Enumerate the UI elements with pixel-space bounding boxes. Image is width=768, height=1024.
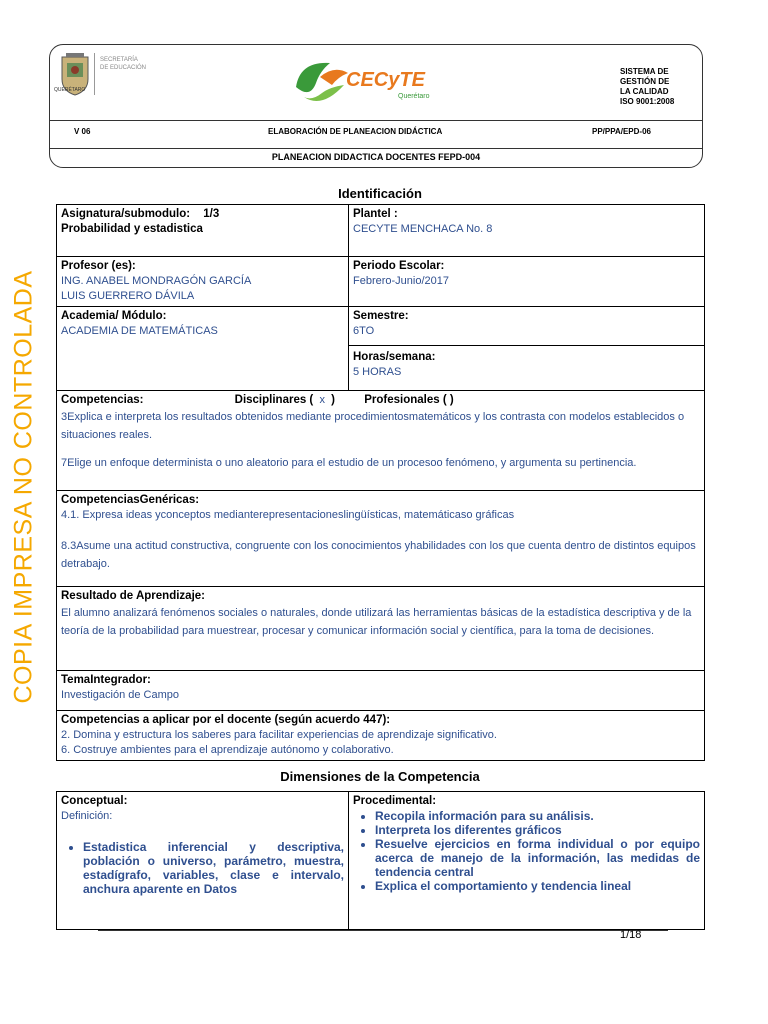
- footer-line: [98, 930, 668, 931]
- profesor-cell: [57, 257, 349, 307]
- watermark-text: COPIA IMPRESA NO CONTROLADA: [9, 270, 38, 704]
- resultado-cell: [57, 587, 705, 671]
- asignatura-label: Asignatura/submodulo:: [61, 208, 191, 220]
- academia-label: Academia/ Módulo:: [61, 310, 167, 322]
- docente-cell: [57, 711, 705, 761]
- academia-value: ACADEMIA DE MATEMÁTICAS: [61, 325, 218, 337]
- genericas-cell: [57, 491, 705, 587]
- generica-4-1: 4.1. Expresa ideas yconceptos medianterepresentacioneslingüísticas, matemáticaso gráficas: [61, 509, 515, 521]
- educacion-label: DE EDUCACIÓN: [100, 65, 147, 71]
- docente-label: Competencias a aplicar por el docente (según acuerdo 447):: [61, 714, 391, 726]
- competencia-7: 7Elige un enfoque determinista o uno aleatorio para el estudio de un procesoo fenómeno, y argumenta su pertinencia.: [61, 457, 637, 469]
- periodo-label: Periodo Escolar:: [353, 260, 445, 272]
- genericas-label: CompetenciasGenéricas:: [61, 494, 200, 506]
- cecyte-logo: [290, 57, 440, 109]
- conceptual-label: Conceptual:: [61, 795, 128, 807]
- academia-cell: [57, 307, 349, 391]
- system-label-1: SISTEMA DE: [620, 67, 669, 76]
- disciplinares-close: ): [331, 394, 336, 406]
- definicion-label: Definición:: [61, 810, 113, 822]
- state-name: QUERÉTARO: [54, 87, 86, 93]
- competencias-label: Competencias:: [61, 394, 144, 406]
- tema-label: TemaIntegrador:: [61, 674, 151, 686]
- semestre-cell: [349, 307, 705, 391]
- plantel-value: CECYTE MENCHACA No. 8: [353, 223, 493, 235]
- conceptual-item: • Estadistica inferencial y descriptiva, población o universo, parámetro, muestra, estadígrafo, variables, clase e intervalo, anchura aparente en Datos: [83, 840, 344, 896]
- version-label: V 06: [74, 127, 91, 136]
- profesor-2: LUIS GUERRERO DÁVILA: [61, 290, 195, 302]
- competencias-cell: [57, 391, 705, 491]
- horas-value: 5 HORAS: [353, 366, 402, 378]
- tema-cell: [57, 671, 705, 711]
- docente-6: 6. Costruye ambientes para el aprendizaje autónomo y colaborativo.: [61, 744, 394, 756]
- system-label-3: LA CALIDAD: [620, 87, 669, 96]
- header-divider-1: [50, 120, 702, 121]
- periodo-value: Febrero-Junio/2017: [353, 275, 450, 287]
- profesionales-label: Profesionales ( ): [364, 394, 454, 406]
- cecyte-leaf-icon: [290, 57, 350, 109]
- profesor-label: Profesor (es):: [61, 260, 136, 272]
- competencia-3: 3Explica e interpreta los resultados obtenidos mediante procedimientosmatemáticos y los contrasta con modelos establecidos o situaciones reales.: [61, 411, 685, 441]
- dimensiones-title: Dimensiones de la Competencia: [280, 769, 480, 784]
- cecyte-wordmark: CECyTE: [346, 69, 425, 91]
- proc-item: • Interpreta los diferentes gráficos: [375, 823, 700, 837]
- secretaria-label: SECRETARÍA: [100, 57, 138, 63]
- resultado-label: Resultado de Aprendizaje:: [61, 590, 205, 602]
- cecyte-subtitle: Querétaro: [398, 93, 430, 100]
- asignatura-cell: [57, 205, 349, 257]
- doc-code: PP/PPA/EPD-06: [592, 127, 651, 136]
- identificacion-title: Identificación: [338, 186, 422, 201]
- procedimental-label: Procedimental:: [353, 795, 437, 807]
- dimensiones-table: [56, 791, 705, 930]
- docente-2: 2. Domina y estructura los saberes para facilitar experiencias de aprendizaje significativo.: [61, 729, 497, 741]
- proc-item: • Explica el comportamiento y tendencia lineal: [375, 879, 700, 893]
- periodo-cell: [349, 257, 705, 307]
- asignatura-name: Probabilidad y estadistica: [61, 223, 203, 235]
- watermark-vertical: [4, 232, 44, 742]
- profesor-1: ING. ANABEL MONDRAGÓN GARCÍA: [61, 275, 252, 287]
- generica-8-3: 8.3Asume una actitud constructiva, congruente con los conocimientos yhabilidades con los que cuenta dentro de distintos equipos detrabajo.: [61, 540, 696, 570]
- asignatura-number: 1/3: [203, 208, 220, 220]
- document-header: [49, 44, 703, 168]
- procedimental-cell: [349, 792, 705, 930]
- plantel-label: Plantel :: [353, 208, 398, 220]
- system-label-4: ISO 9001:2008: [620, 97, 675, 106]
- proc-item: • Recopila información para su análisis.: [375, 809, 700, 823]
- doc-title: ELABORACIÓN DE PLANEACION DIDÁCTICA: [268, 127, 443, 136]
- tema-value: Investigación de Campo: [61, 689, 180, 701]
- conceptual-cell: [57, 792, 349, 930]
- page-number: 1/18: [620, 929, 642, 941]
- disciplinares-label: Disciplinares (: [234, 394, 314, 406]
- system-label-2: GESTIÓN DE: [620, 77, 670, 86]
- divider-line: [94, 53, 95, 95]
- proc-item: • Resuelve ejercicios en forma individual o por equipo acerca de manejo de la información, las medidas de tendencia central: [375, 837, 700, 879]
- identificacion-table: [56, 204, 705, 761]
- plantel-cell: [349, 205, 705, 257]
- form-title: PLANEACION DIDACTICA DOCENTES FEPD-004: [271, 152, 481, 162]
- horas-label: Horas/semana:: [353, 351, 436, 363]
- header-divider-2: [50, 148, 702, 149]
- disciplinares-mark: x: [319, 394, 325, 406]
- resultado-value: El alumno analizará fenómenos sociales o naturales, donde utilizará las herramientas básicas de la estadística descriptiva y de la teoría de la probabilidad para muestrear, procesar y comunicar información social y científica, para la toma de decisiones.: [61, 607, 692, 637]
- semestre-value: 6TO: [353, 325, 375, 337]
- semestre-label: Semestre:: [353, 310, 409, 322]
